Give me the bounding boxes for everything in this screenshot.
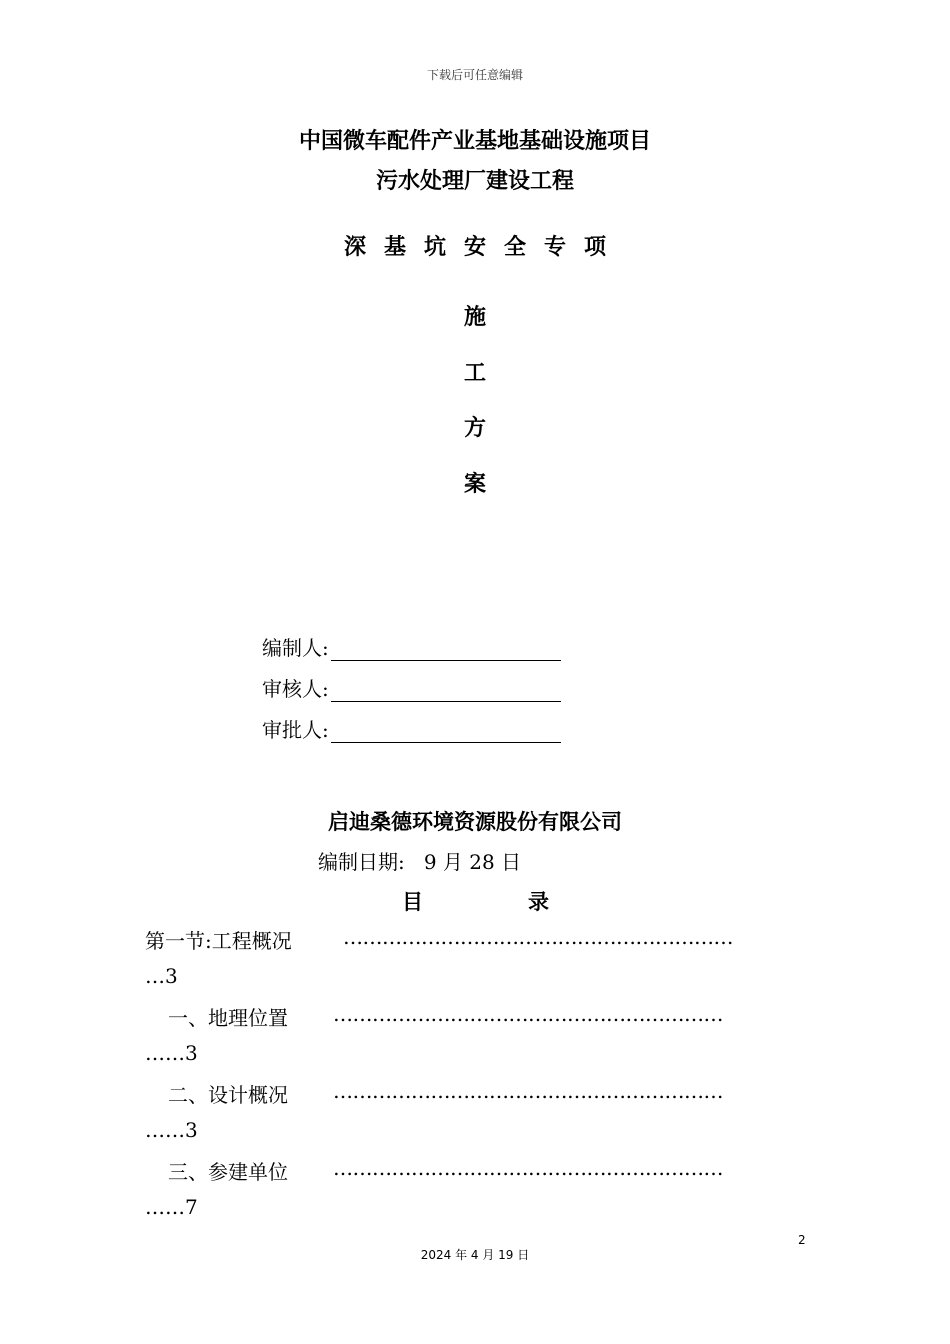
toc-entry-page: ……3	[145, 1118, 198, 1142]
signature-approver	[262, 714, 561, 743]
toc-entry-page: ……3	[145, 1041, 198, 1065]
title-char: 项	[584, 234, 607, 260]
signature-compiler	[262, 632, 561, 661]
title-line-1: 中国微车配件产业基地基础设施项目	[298, 128, 651, 154]
signature-reviewer	[262, 673, 561, 702]
title-char: 坑	[423, 234, 446, 260]
vertical-char: 工	[463, 360, 486, 386]
title-char: 专	[544, 234, 567, 260]
footer-date: 2024 年 4 月 19 日	[420, 1248, 530, 1262]
toc-leader-dots: ……………………………………………………	[343, 925, 733, 949]
toc-entry-page: …3	[145, 964, 178, 988]
vertical-char: 方	[463, 415, 486, 441]
toc-leader-dots: ……………………………………………………	[333, 1079, 723, 1103]
signature-label: 审批人:	[262, 718, 329, 742]
toc-entry-title[interactable]: 第一节:工程概况	[145, 929, 292, 953]
toc-entry-title[interactable]: 二、设计概况	[168, 1083, 288, 1107]
title-char: 基	[383, 234, 406, 260]
signature-line[interactable]	[331, 681, 561, 702]
signature-line[interactable]	[331, 722, 561, 743]
toc-leader-dots: ……………………………………………………	[333, 1002, 723, 1026]
signature-line[interactable]	[331, 640, 561, 661]
compile-date-label: 编制日期:	[318, 850, 405, 874]
title-line-3	[0, 230, 950, 261]
signature-label: 审核人:	[262, 677, 329, 701]
toc-leader-dots: ……………………………………………………	[333, 1156, 723, 1180]
company-name: 启迪桑德环境资源股份有限公司	[328, 809, 622, 834]
vertical-char: 施	[463, 304, 486, 330]
toc-title-left: 目	[402, 889, 423, 914]
toc-entry-page: ……7	[145, 1195, 198, 1219]
title-char: 深	[343, 234, 366, 260]
vertical-char: 案	[463, 471, 486, 497]
compile-date-value: 9 月 28 日	[423, 850, 522, 874]
title-char: 全	[504, 234, 527, 260]
header-note: 下载后可任意编辑	[426, 68, 523, 82]
page-number: 2	[798, 1233, 806, 1247]
toc-title-right: 录	[528, 889, 549, 914]
title-line-2: 污水处理厂建设工程	[375, 168, 574, 194]
compile-date	[318, 846, 521, 875]
title-char: 安	[463, 234, 486, 260]
toc-entry-title[interactable]: 三、参建单位	[168, 1160, 288, 1184]
signature-label: 编制人:	[262, 636, 329, 660]
toc-entry-title[interactable]: 一、地理位置	[168, 1006, 288, 1030]
